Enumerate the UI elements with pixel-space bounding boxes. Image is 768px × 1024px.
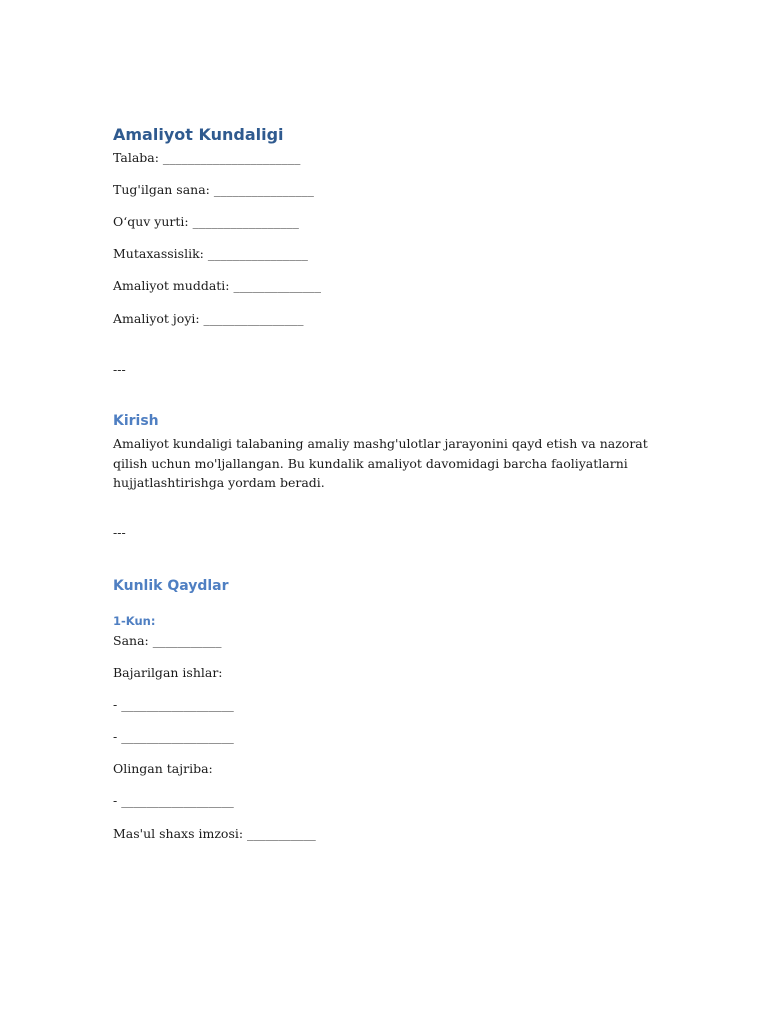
- separator: ---: [113, 525, 126, 540]
- field-institution: O‘quv yurti: _________________: [113, 214, 299, 229]
- experience-label: Olingan tajriba:: [113, 761, 213, 776]
- done-task-item: - __________________: [113, 697, 234, 712]
- document-title: Amaliyot Kundaligi: [113, 125, 284, 144]
- day-heading: 1-Kun:: [113, 614, 156, 628]
- field-practice-place: Amaliyot joyi: ________________: [113, 311, 304, 326]
- separator: ---: [113, 362, 126, 377]
- done-task-item: - __________________: [113, 729, 234, 744]
- field-birth-date: Tug'ilgan sana: ________________: [113, 182, 314, 197]
- done-tasks-label: Bajarilgan ishlar:: [113, 665, 223, 680]
- document-page: [113, 0, 673, 1024]
- field-practice-period: Amaliyot muddati: ______________: [113, 278, 321, 293]
- field-specialty: Mutaxassislik: ________________: [113, 246, 308, 261]
- experience-item: - __________________: [113, 793, 234, 808]
- signature-line: Mas'ul shaxs imzosi: ___________: [113, 826, 316, 841]
- field-student: Talaba: ______________________: [113, 150, 301, 165]
- intro-paragraph: Amaliyot kundaligi talabaning amaliy mashg'ulotlar jarayonini qayd etish va nazorat qilish uchun mo'ljallangan. Bu kundalik amaliyot davomidagi barcha faoliyatlarni hujjatlashtirishga yordam beradi.: [113, 436, 648, 490]
- date-line: Sana: ___________: [113, 633, 222, 648]
- daily-records-heading: Kunlik Qaydlar: [113, 578, 229, 594]
- intro-heading: Kirish: [113, 413, 159, 429]
